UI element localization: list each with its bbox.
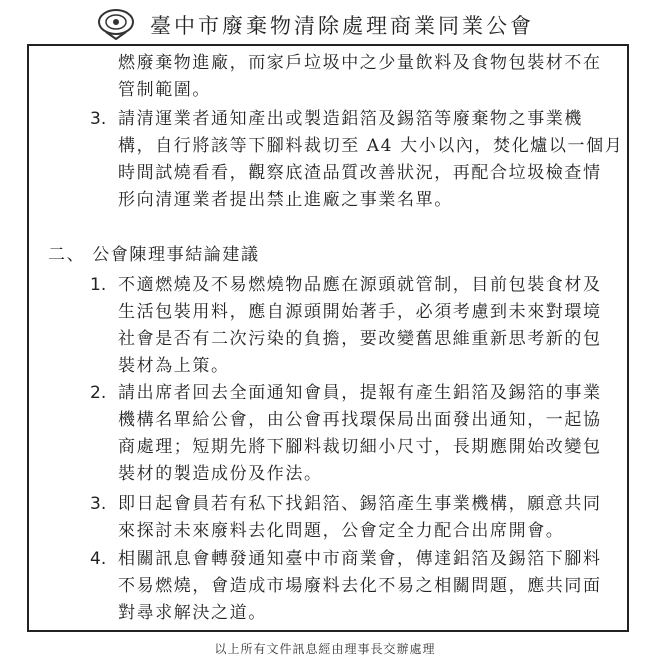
footer-note: 以上所有文件訊息經由理事長交辦處理 [214, 642, 436, 656]
item-line: 商處理；短期先將下腳料裁切細小尺寸，長期應開始改變包 [118, 437, 602, 457]
item-line: 機構名單給公會，由公會再找環保局出面發出通知，一起協 [118, 410, 602, 430]
letterhead [0, 0, 650, 44]
continuation-line: 管制範圍。 [118, 80, 211, 100]
item-number: 4. [90, 549, 107, 569]
association-logo [97, 8, 135, 40]
item-line: 裝材為上策。 [118, 356, 230, 376]
item-line: 即日起會員若有私下找鋁箔、錫箔產生事業機構，願意共同 [118, 494, 602, 514]
item-line: 裝材的製造成份及作法。 [118, 464, 323, 484]
item-line: 對尋求解決之道。 [118, 603, 267, 623]
item-line: 社會是否有二次污染的負擔，要改變舊思維重新思考新的包 [118, 329, 602, 349]
item-line: 不易燃燒，會造成市場廢料去化不易之相關問題，應共同面 [118, 576, 602, 596]
item-line: 生活包裝用料，應自源頭開始著手，必須考慮到未來對環境 [118, 302, 602, 322]
item-line: 時間試燒看看，觀察底渣品質改善狀況，再配合垃圾檢查情 [118, 163, 602, 183]
org-name: 臺中市廢棄物清除處理商業同業公會 [150, 14, 534, 38]
item-line: 構，自行將該等下腳料裁切至 A4 大小以內，焚化爐以一個月 [118, 136, 624, 156]
item-line: 不適燃燒及不易燃燒物品應在源頭就管制，目前包裝食材及 [118, 275, 602, 295]
item-number: 3. [90, 494, 107, 514]
item-number: 2. [90, 383, 107, 403]
continuation-line: 燃廢棄物進廠，而家戶垃圾中之少量飲料及食物包裝材不在 [118, 53, 602, 73]
item-line: 形向清運業者提出禁止進廠之事業名單。 [118, 190, 453, 210]
item-number: 1. [90, 275, 107, 295]
item-line: 請出席者回去全面通知會員，提報有產生鋁箔及錫箔的事業 [118, 383, 602, 403]
item-number: 3. [90, 109, 107, 129]
item-line: 來探討未來廢料去化問題，公會定全力配合出席開會。 [118, 521, 565, 541]
section-heading: 二、 公會陳理事結論建議 [48, 245, 260, 265]
item-line: 請清運業者通知產出或製造鋁箔及錫箔等廢棄物之事業機 [118, 109, 583, 129]
item-line: 相關訊息會轉發通知臺中市商業會，傳達鋁箔及錫箔下腳料 [118, 549, 602, 569]
